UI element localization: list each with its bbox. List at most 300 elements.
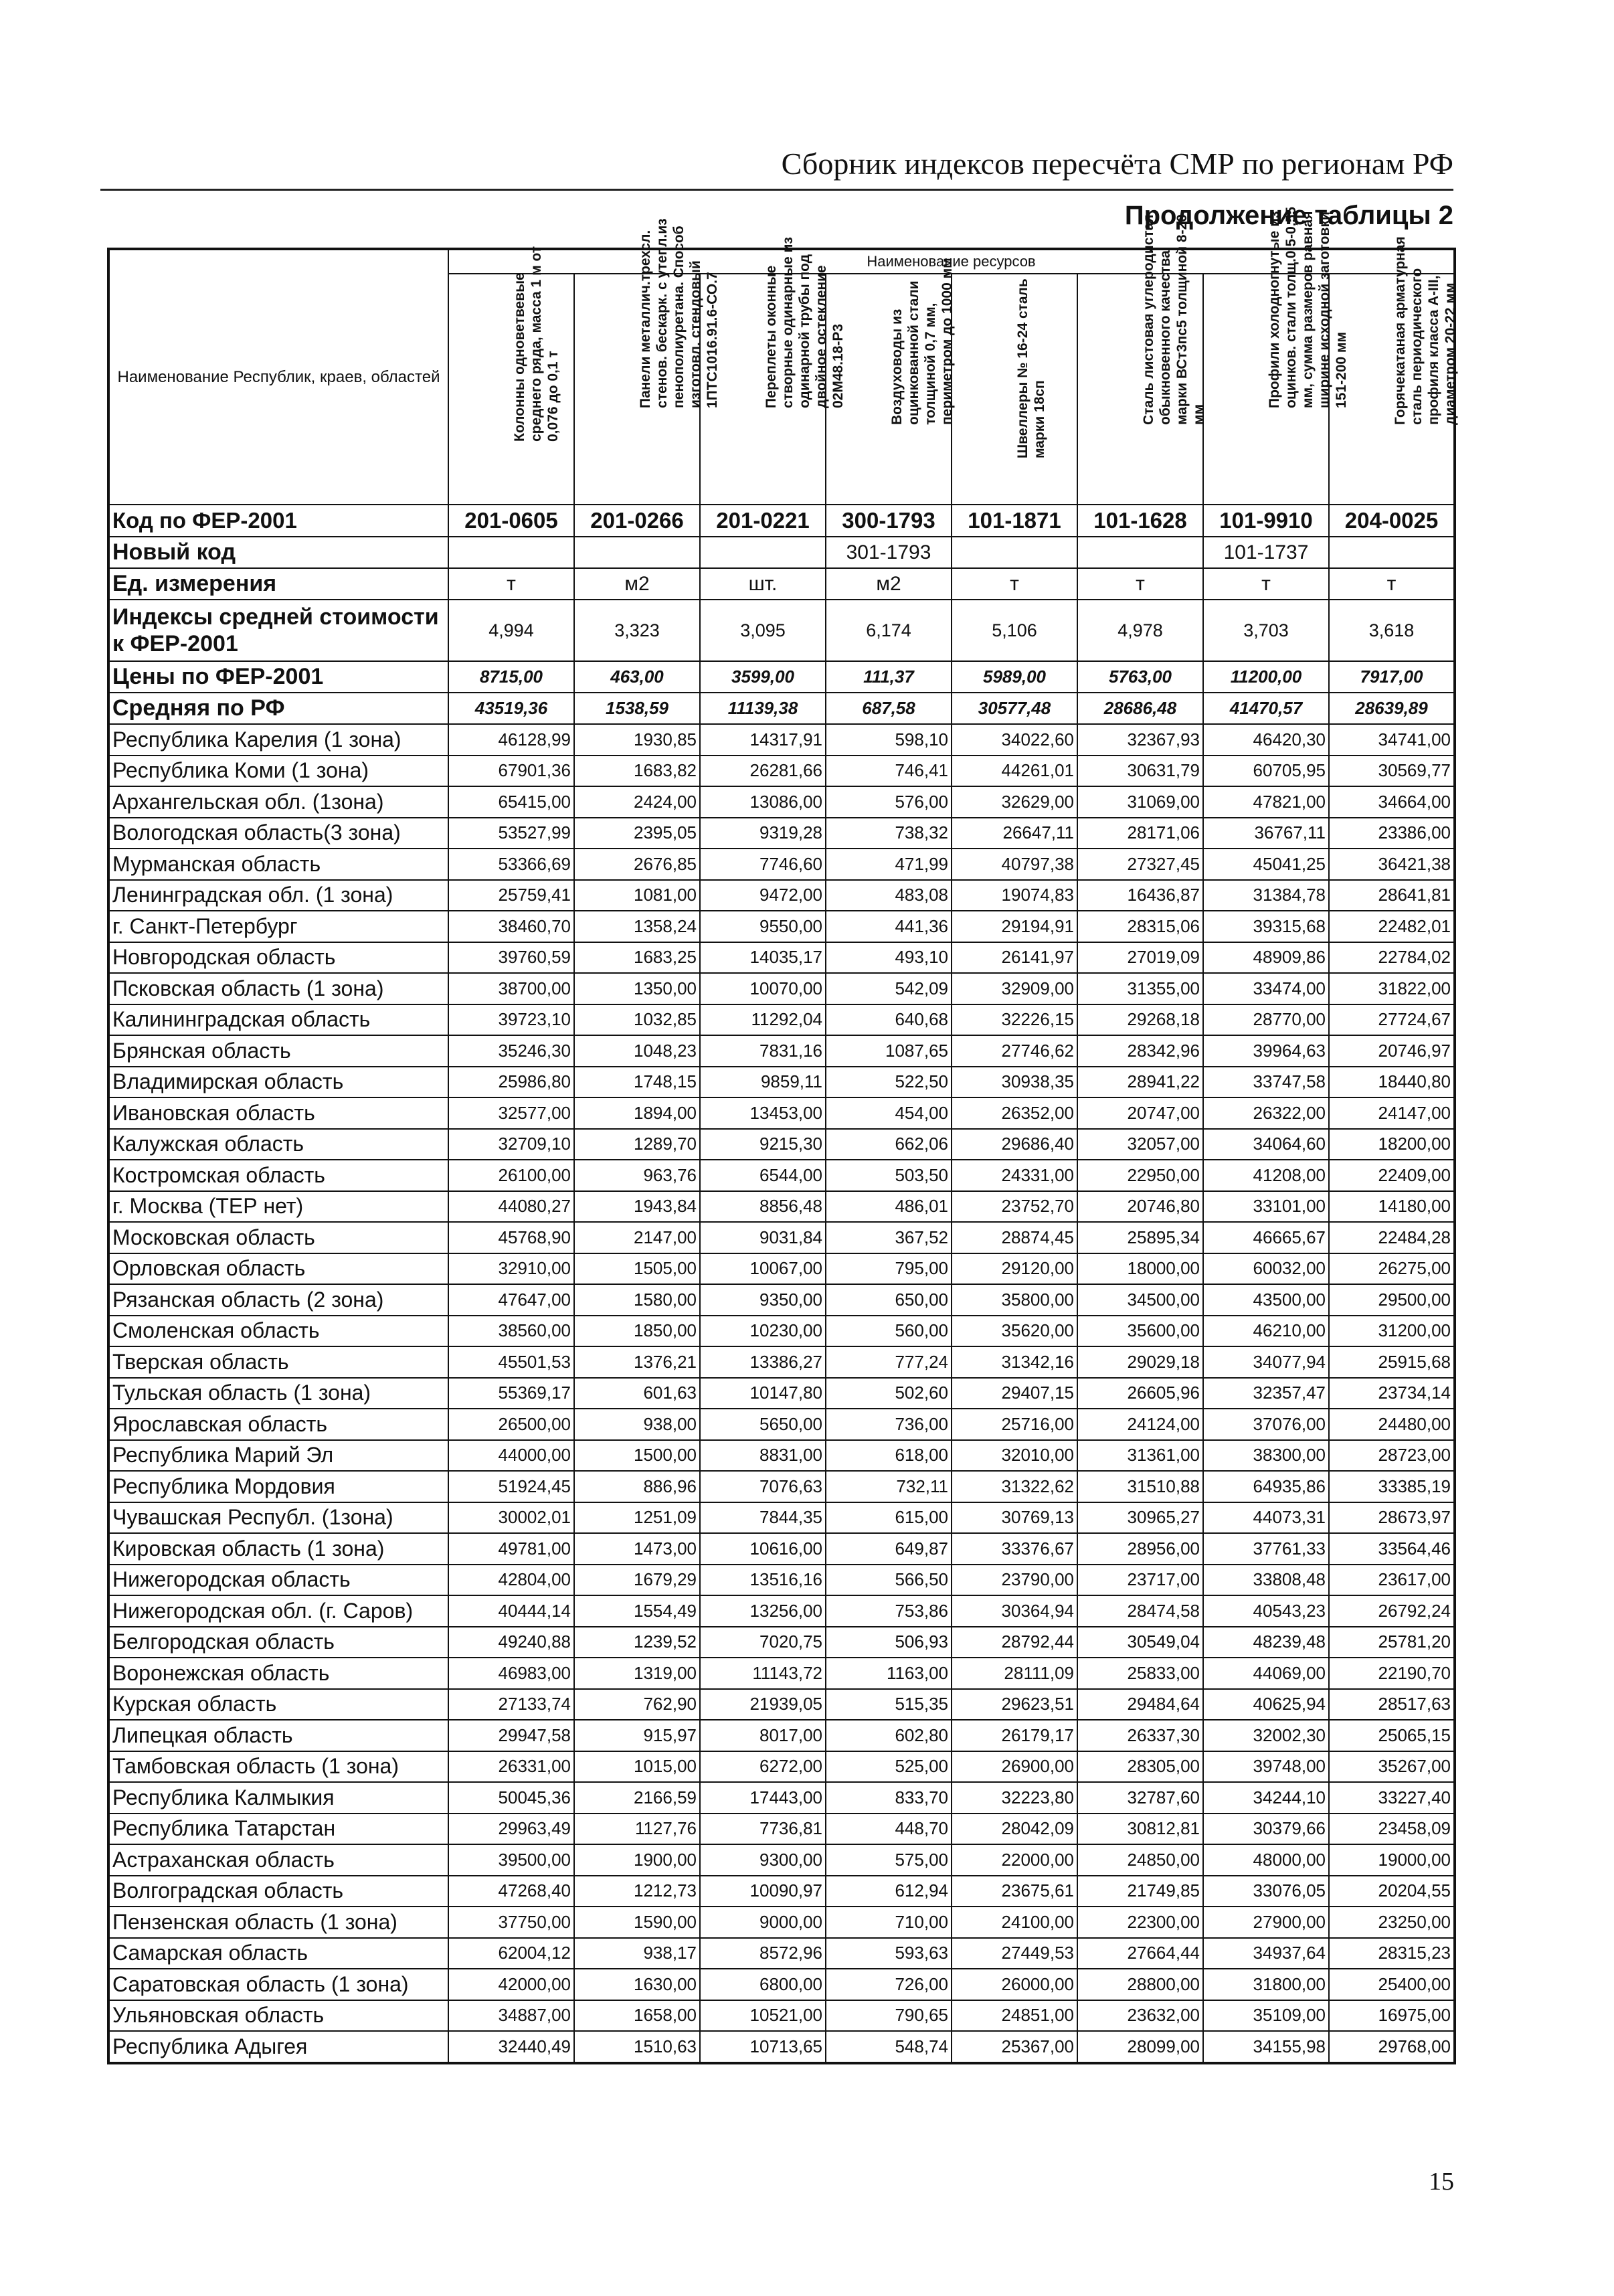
region-name: Калужская область xyxy=(108,1129,448,1160)
value-cell: 201-0266 xyxy=(574,505,700,537)
region-row xyxy=(108,786,1455,818)
value-cell: 31355,00 xyxy=(1077,973,1203,1004)
region-row xyxy=(108,1595,1455,1627)
value-cell: 30549,04 xyxy=(1077,1627,1203,1658)
value-cell: 9350,00 xyxy=(700,1284,826,1316)
value-cell: 463,00 xyxy=(574,661,700,693)
value-cell: 26322,00 xyxy=(1203,1097,1329,1129)
value-cell: 30379,66 xyxy=(1203,1814,1329,1845)
resource-column-header xyxy=(574,218,720,505)
region-name: Нижегородская область xyxy=(108,1565,448,1596)
value-cell: 101-1871 xyxy=(952,505,1077,537)
value-cell: 18200,00 xyxy=(1329,1129,1455,1160)
resource-column-header xyxy=(1077,214,1206,505)
value-cell: 30631,79 xyxy=(1077,756,1203,787)
value-cell: 26141,97 xyxy=(952,942,1077,974)
value-cell: 32440,49 xyxy=(448,2031,574,2063)
region-row xyxy=(108,1316,1455,1347)
value-cell: 833,70 xyxy=(826,1782,952,1814)
value-cell: 32002,30 xyxy=(1203,1720,1329,1751)
value-cell: 615,00 xyxy=(826,1502,952,1534)
value-cell: 35246,30 xyxy=(448,1035,574,1067)
value-cell: 23250,00 xyxy=(1329,1907,1455,1938)
value-cell: 26352,00 xyxy=(952,1097,1077,1129)
value-cell: 46665,67 xyxy=(1203,1222,1329,1253)
value-cell: 486,01 xyxy=(826,1191,952,1223)
region-row xyxy=(108,1222,1455,1253)
value-cell: 29500,00 xyxy=(1329,1284,1455,1316)
region-name: Тульская область (1 зона) xyxy=(108,1378,448,1409)
value-cell: 26605,96 xyxy=(1077,1378,1203,1409)
value-cell: 28305,00 xyxy=(1077,1751,1203,1783)
region-row xyxy=(108,973,1455,1004)
region-row xyxy=(108,2000,1455,2032)
region-name: Пензенская область (1 зона) xyxy=(108,1907,448,1938)
value-cell: 23717,00 xyxy=(1077,1565,1203,1596)
value-cell: 662,06 xyxy=(826,1129,952,1160)
value-cell: 32909,00 xyxy=(952,973,1077,1004)
value-cell: 640,68 xyxy=(826,1004,952,1036)
value-cell: 46128,99 xyxy=(448,724,574,756)
table-continuation-label: Продолжение таблицы 2 xyxy=(1124,201,1453,230)
value-cell: 28641,81 xyxy=(1329,880,1455,911)
value-cell: 50045,36 xyxy=(448,1782,574,1814)
value-cell xyxy=(1077,537,1203,568)
value-cell: 44080,27 xyxy=(448,1191,574,1223)
value-cell: 22190,70 xyxy=(1329,1658,1455,1689)
value-cell: 38460,70 xyxy=(448,911,574,942)
region-name: Кировская область (1 зона) xyxy=(108,1533,448,1565)
value-cell: 34741,00 xyxy=(1329,724,1455,756)
value-cell: 1473,00 xyxy=(574,1533,700,1565)
row-label: Код по ФЕР-2001 xyxy=(108,505,448,537)
value-cell: 1127,76 xyxy=(574,1814,700,1845)
value-cell: 3,618 xyxy=(1329,600,1455,661)
value-cell: 24851,00 xyxy=(952,2000,1077,2032)
value-cell: 39748,00 xyxy=(1203,1751,1329,1783)
value-cell: 27019,09 xyxy=(1077,942,1203,974)
resource-column-header xyxy=(700,237,846,505)
value-cell: 30364,94 xyxy=(952,1595,1077,1627)
region-name: Новгородская область xyxy=(108,942,448,974)
region-name: Астраханская область xyxy=(108,1844,448,1876)
resource-column-header-text: Швеллеры № 16-24 сталь марки 18сп xyxy=(1015,278,1047,458)
value-cell: 753,86 xyxy=(826,1595,952,1627)
value-cell: 45768,90 xyxy=(448,1222,574,1253)
value-cell: 3,703 xyxy=(1203,600,1329,661)
value-cell: 39964,63 xyxy=(1203,1035,1329,1067)
value-cell: 1048,23 xyxy=(574,1035,700,1067)
resource-column-header xyxy=(952,274,1077,505)
value-cell: 762,90 xyxy=(574,1689,700,1720)
value-cell: 483,08 xyxy=(826,880,952,911)
value-cell: 34887,00 xyxy=(448,2000,574,2032)
value-cell: 9215,30 xyxy=(700,1129,826,1160)
region-row xyxy=(108,1284,1455,1316)
fer-price-row xyxy=(108,661,1455,693)
value-cell: 60705,95 xyxy=(1203,756,1329,787)
value-cell: 790,65 xyxy=(826,2000,952,2032)
value-cell: 10521,00 xyxy=(700,2000,826,2032)
value-cell: 963,76 xyxy=(574,1160,700,1191)
region-name: Тверская область xyxy=(108,1346,448,1378)
value-cell: 503,50 xyxy=(826,1160,952,1191)
value-cell: 30938,35 xyxy=(952,1067,1077,1098)
value-cell: 29407,15 xyxy=(952,1378,1077,1409)
value-cell: 47268,40 xyxy=(448,1876,574,1907)
value-cell: 31069,00 xyxy=(1077,786,1203,818)
region-row xyxy=(108,1814,1455,1845)
average-rf-row xyxy=(108,693,1455,724)
value-cell: 7844,35 xyxy=(700,1502,826,1534)
value-cell: 24124,00 xyxy=(1077,1409,1203,1440)
value-cell: 33376,67 xyxy=(952,1533,1077,1565)
value-cell xyxy=(574,537,700,568)
value-cell: 687,58 xyxy=(826,693,952,724)
value-cell: 2424,00 xyxy=(574,786,700,818)
value-cell: 64935,86 xyxy=(1203,1471,1329,1502)
value-cell: 35800,00 xyxy=(952,1284,1077,1316)
value-cell: 1358,24 xyxy=(574,911,700,942)
value-cell: 204-0025 xyxy=(1329,505,1455,537)
value-cell: 33227,40 xyxy=(1329,1782,1455,1814)
value-cell: 9472,00 xyxy=(700,880,826,911)
region-name: Нижегородская обл. (г. Саров) xyxy=(108,1595,448,1627)
value-cell: 612,94 xyxy=(826,1876,952,1907)
region-name: Брянская область xyxy=(108,1035,448,1067)
value-cell: 10147,80 xyxy=(700,1378,826,1409)
value-cell: 20204,55 xyxy=(1329,1876,1455,1907)
value-cell: 35109,00 xyxy=(1203,2000,1329,2032)
value-cell: 37761,33 xyxy=(1203,1533,1329,1565)
value-cell: 32057,00 xyxy=(1077,1129,1203,1160)
value-cell: 28941,22 xyxy=(1077,1067,1203,1098)
region-name: Архангельская обл. (1зона) xyxy=(108,786,448,818)
value-cell: 1538,59 xyxy=(574,693,700,724)
value-cell: 29268,18 xyxy=(1077,1004,1203,1036)
value-cell: 34155,98 xyxy=(1203,2031,1329,2063)
value-cell: 1376,21 xyxy=(574,1346,700,1378)
value-cell: 886,96 xyxy=(574,1471,700,1502)
region-row xyxy=(108,756,1455,787)
resource-column-header xyxy=(448,246,574,505)
value-cell: 23675,61 xyxy=(952,1876,1077,1907)
value-cell: 8572,96 xyxy=(700,1938,826,1969)
value-cell: 23617,00 xyxy=(1329,1565,1455,1596)
region-row xyxy=(108,1440,1455,1472)
value-cell: 5763,00 xyxy=(1077,661,1203,693)
region-name: Республика Мордовия xyxy=(108,1471,448,1502)
value-cell: 649,87 xyxy=(826,1533,952,1565)
value-cell: 53527,99 xyxy=(448,818,574,849)
value-cell: 28874,45 xyxy=(952,1222,1077,1253)
value-cell: 601,63 xyxy=(574,1378,700,1409)
value-cell: 560,00 xyxy=(826,1316,952,1347)
value-cell: 33747,58 xyxy=(1203,1067,1329,1098)
value-cell: 30569,77 xyxy=(1329,756,1455,787)
value-cell: 49240,88 xyxy=(448,1627,574,1658)
page-number: 15 xyxy=(1429,2168,1454,2196)
value-cell: 67901,36 xyxy=(448,756,574,787)
value-cell: 30965,27 xyxy=(1077,1502,1203,1534)
value-cell: 13256,00 xyxy=(700,1595,826,1627)
value-cell: 42000,00 xyxy=(448,1969,574,2000)
value-cell: 1900,00 xyxy=(574,1844,700,1876)
value-cell: 23458,09 xyxy=(1329,1814,1455,1845)
value-cell: 2395,05 xyxy=(574,818,700,849)
value-cell: 502,60 xyxy=(826,1378,952,1409)
value-cell: 46210,00 xyxy=(1203,1316,1329,1347)
value-cell: 3,323 xyxy=(574,600,700,661)
region-name: Орловская область xyxy=(108,1253,448,1285)
value-cell: 777,24 xyxy=(826,1346,952,1378)
region-name: Ульяновская область xyxy=(108,2000,448,2032)
value-cell: 29623,51 xyxy=(952,1689,1077,1720)
value-cell: 710,00 xyxy=(826,1907,952,1938)
value-cell: 7020,75 xyxy=(700,1627,826,1658)
value-cell: 1239,52 xyxy=(574,1627,700,1658)
region-name: Смоленская область xyxy=(108,1316,448,1347)
region-name: Мурманская область xyxy=(108,849,448,880)
value-cell: 26275,00 xyxy=(1329,1253,1455,1285)
region-row xyxy=(108,1751,1455,1783)
region-row xyxy=(108,942,1455,974)
value-cell: 22950,00 xyxy=(1077,1160,1203,1191)
value-cell: 62004,12 xyxy=(448,1938,574,1969)
value-cell: 9550,00 xyxy=(700,911,826,942)
value-cell: 20746,80 xyxy=(1077,1191,1203,1223)
unit-row xyxy=(108,568,1455,600)
value-cell: 14180,00 xyxy=(1329,1191,1455,1223)
value-cell: 13453,00 xyxy=(700,1097,826,1129)
value-cell: 1319,00 xyxy=(574,1658,700,1689)
region-row xyxy=(108,1782,1455,1814)
value-cell: 22000,00 xyxy=(952,1844,1077,1876)
value-cell: 25781,20 xyxy=(1329,1627,1455,1658)
region-row xyxy=(108,1253,1455,1285)
value-cell: 27900,00 xyxy=(1203,1907,1329,1938)
region-row xyxy=(108,1969,1455,2000)
value-cell: 25716,00 xyxy=(952,1409,1077,1440)
value-cell: 23752,70 xyxy=(952,1191,1077,1223)
region-row xyxy=(108,1658,1455,1689)
value-cell: 16436,87 xyxy=(1077,880,1203,911)
value-cell: 3,095 xyxy=(700,600,826,661)
region-name: Ярославская область xyxy=(108,1409,448,1440)
region-row xyxy=(108,1067,1455,1098)
value-cell: 14317,91 xyxy=(700,724,826,756)
row-label: Ед. измерения xyxy=(108,568,448,600)
value-cell: 7736,81 xyxy=(700,1814,826,1845)
value-cell: 32226,15 xyxy=(952,1004,1077,1036)
value-cell: 26179,17 xyxy=(952,1720,1077,1751)
region-name: Воронежская область xyxy=(108,1658,448,1689)
region-row xyxy=(108,1097,1455,1129)
value-cell: 9859,11 xyxy=(700,1067,826,1098)
value-cell: 1554,49 xyxy=(574,1595,700,1627)
value-cell xyxy=(700,537,826,568)
value-cell: 1163,00 xyxy=(826,1658,952,1689)
value-cell: 44069,00 xyxy=(1203,1658,1329,1689)
value-cell: 101-1737 xyxy=(1203,537,1329,568)
value-cell: т xyxy=(1077,568,1203,600)
region-row xyxy=(108,911,1455,942)
row-label: Новый код xyxy=(108,537,448,568)
value-cell: 6544,00 xyxy=(700,1160,826,1191)
value-cell: 28042,09 xyxy=(952,1814,1077,1845)
value-cell: 11292,04 xyxy=(700,1004,826,1036)
region-name: Республика Марий Эл xyxy=(108,1440,448,1472)
value-cell: 38560,00 xyxy=(448,1316,574,1347)
value-cell: 19074,83 xyxy=(952,880,1077,911)
value-cell: 31510,88 xyxy=(1077,1471,1203,1502)
resource-column-header xyxy=(1203,207,1349,505)
region-name: г. Москва (ТЕР нет) xyxy=(108,1191,448,1223)
value-cell: 28171,06 xyxy=(1077,818,1203,849)
value-cell: 43519,36 xyxy=(448,693,574,724)
value-cell: 1510,63 xyxy=(574,2031,700,2063)
value-cell: 34064,60 xyxy=(1203,1129,1329,1160)
value-cell: 201-0221 xyxy=(700,505,826,537)
value-cell: 938,17 xyxy=(574,1938,700,1969)
resource-column-header-text: Колонны одноветвевые среднего ряда, масса 1 м от 0,076 до 0,1 т xyxy=(512,246,561,442)
value-cell: 33474,00 xyxy=(1203,973,1329,1004)
region-name: Волгоградская область xyxy=(108,1876,448,1907)
value-cell: 1590,00 xyxy=(574,1907,700,1938)
value-cell: 38300,00 xyxy=(1203,1440,1329,1472)
value-cell: 8715,00 xyxy=(448,661,574,693)
index-row xyxy=(108,600,1455,661)
value-cell: 938,00 xyxy=(574,1409,700,1440)
value-cell: 201-0605 xyxy=(448,505,574,537)
value-cell: 515,35 xyxy=(826,1689,952,1720)
region-name: Липецкая область xyxy=(108,1720,448,1751)
value-cell: 33808,48 xyxy=(1203,1565,1329,1596)
value-cell: 48000,00 xyxy=(1203,1844,1329,1876)
value-cell: 8856,48 xyxy=(700,1191,826,1223)
value-cell: 28686,48 xyxy=(1077,693,1203,724)
value-cell: 23734,14 xyxy=(1329,1378,1455,1409)
value-cell: 111,37 xyxy=(826,661,952,693)
value-cell: 48909,86 xyxy=(1203,942,1329,974)
value-cell: 1212,73 xyxy=(574,1876,700,1907)
value-cell: 25915,68 xyxy=(1329,1346,1455,1378)
value-cell: 60032,00 xyxy=(1203,1253,1329,1285)
value-cell: 1505,00 xyxy=(574,1253,700,1285)
value-cell: 6272,00 xyxy=(700,1751,826,1783)
value-cell: 1943,84 xyxy=(574,1191,700,1223)
value-cell: 548,74 xyxy=(826,2031,952,2063)
value-cell: 10713,65 xyxy=(700,2031,826,2063)
value-cell: 618,00 xyxy=(826,1440,952,1472)
region-row xyxy=(108,724,1455,756)
region-name: Республика Коми (1 зона) xyxy=(108,756,448,787)
value-cell: 1350,00 xyxy=(574,973,700,1004)
value-cell: 29963,49 xyxy=(448,1814,574,1845)
value-cell: 45041,25 xyxy=(1203,849,1329,880)
region-name: Республика Калмыкия xyxy=(108,1782,448,1814)
value-cell: 1251,09 xyxy=(574,1502,700,1534)
value-cell: 40444,14 xyxy=(448,1595,574,1627)
value-cell: 602,80 xyxy=(826,1720,952,1751)
value-cell: 29947,58 xyxy=(448,1720,574,1751)
value-cell: 25759,41 xyxy=(448,880,574,911)
value-cell: 48239,48 xyxy=(1203,1627,1329,1658)
value-cell: 28315,23 xyxy=(1329,1938,1455,1969)
value-cell: 1679,29 xyxy=(574,1565,700,1596)
value-cell: 44073,31 xyxy=(1203,1502,1329,1534)
value-cell: 11143,72 xyxy=(700,1658,826,1689)
value-cell: 9000,00 xyxy=(700,1907,826,1938)
value-cell: 28800,00 xyxy=(1077,1969,1203,2000)
value-cell: 29484,64 xyxy=(1077,1689,1203,1720)
value-cell: 2676,85 xyxy=(574,849,700,880)
value-cell: 42804,00 xyxy=(448,1565,574,1596)
value-cell: 40543,23 xyxy=(1203,1595,1329,1627)
region-row xyxy=(108,818,1455,849)
value-cell: 726,00 xyxy=(826,1969,952,2000)
value-cell: 26100,00 xyxy=(448,1160,574,1191)
row-label: Цены по ФЕР-2001 xyxy=(108,661,448,693)
region-name: Белгородская область xyxy=(108,1627,448,1658)
value-cell: 31384,78 xyxy=(1203,880,1329,911)
value-cell: 25895,34 xyxy=(1077,1222,1203,1253)
value-cell: 19000,00 xyxy=(1329,1844,1455,1876)
value-cell: 2147,00 xyxy=(574,1222,700,1253)
value-cell: 7917,00 xyxy=(1329,661,1455,693)
region-row xyxy=(108,880,1455,911)
resource-column-header-text: Сталь листовая углеродистая обыкновенного качества марки ВСт3пс5 толщиной 8-20 мм xyxy=(1141,214,1206,425)
value-cell: 32577,00 xyxy=(448,1097,574,1129)
value-cell: 522,50 xyxy=(826,1067,952,1098)
value-cell: 10070,00 xyxy=(700,973,826,1004)
value-cell: 39500,00 xyxy=(448,1844,574,1876)
value-cell: 27449,53 xyxy=(952,1938,1077,1969)
value-cell: 1894,00 xyxy=(574,1097,700,1129)
value-cell: 28342,96 xyxy=(1077,1035,1203,1067)
value-cell: 30769,13 xyxy=(952,1502,1077,1534)
value-cell: 39760,59 xyxy=(448,942,574,974)
value-cell: 39723,10 xyxy=(448,1004,574,1036)
value-cell: 32709,10 xyxy=(448,1129,574,1160)
value-cell: 21749,85 xyxy=(1077,1876,1203,1907)
value-cell: 650,00 xyxy=(826,1284,952,1316)
value-cell: 24331,00 xyxy=(952,1160,1077,1191)
row-label: Индексы средней стоимости к ФЕР-2001 xyxy=(108,600,448,661)
value-cell: 1032,85 xyxy=(574,1004,700,1036)
value-cell: 915,97 xyxy=(574,1720,700,1751)
region-name: Самарская область xyxy=(108,1938,448,1969)
resource-column-header-text: Воздуховоды из оцинкованной стали толщиной 0,7 мм, периметром до 1000 мм xyxy=(889,258,955,425)
value-cell: 32629,00 xyxy=(952,786,1077,818)
region-row xyxy=(108,1720,1455,1751)
value-cell: 795,00 xyxy=(826,1253,952,1285)
value-cell: 1081,00 xyxy=(574,880,700,911)
value-cell: 33385,19 xyxy=(1329,1471,1455,1502)
value-cell: м2 xyxy=(826,568,952,600)
region-name: Ивановская область xyxy=(108,1097,448,1129)
value-cell: 10230,00 xyxy=(700,1316,826,1347)
value-cell: 29768,00 xyxy=(1329,2031,1455,2063)
value-cell: 29029,18 xyxy=(1077,1346,1203,1378)
value-cell: 1500,00 xyxy=(574,1440,700,1472)
value-cell: 36421,38 xyxy=(1329,849,1455,880)
value-cell: 33076,05 xyxy=(1203,1876,1329,1907)
region-row xyxy=(108,1689,1455,1720)
value-cell: 41208,00 xyxy=(1203,1160,1329,1191)
value-cell: 25833,00 xyxy=(1077,1658,1203,1689)
value-cell: т xyxy=(1329,568,1455,600)
